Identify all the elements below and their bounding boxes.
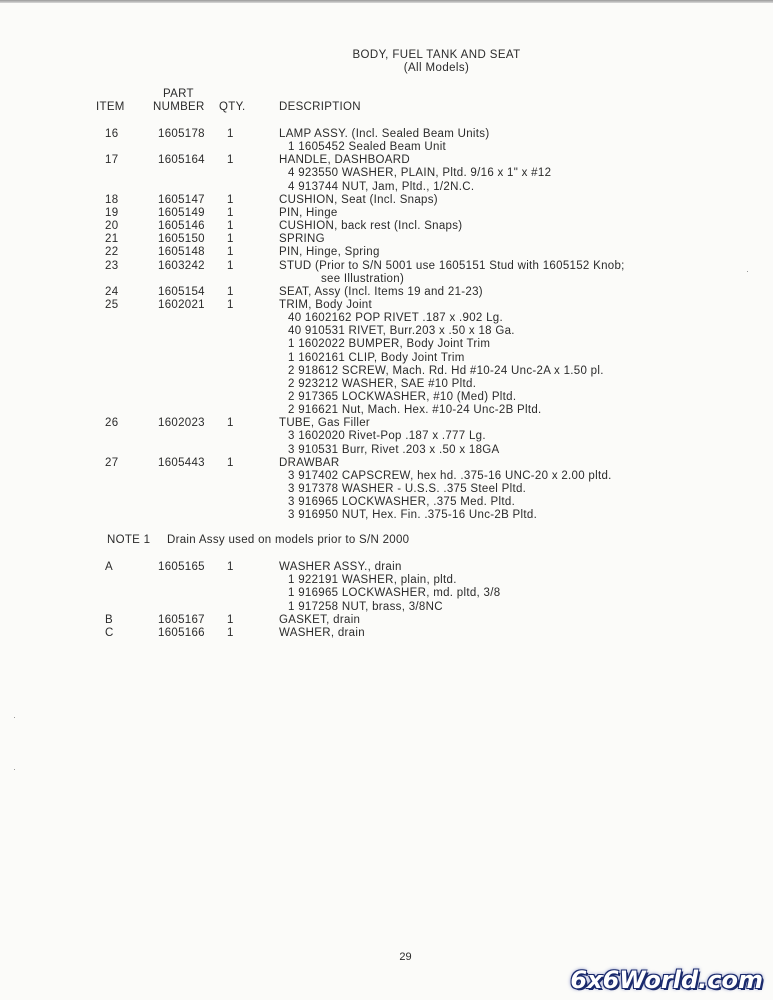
item-number: 19 [105, 206, 119, 219]
description: 4 913744 NUT, Jam, Pltd., 1/2N.C. [288, 180, 475, 193]
description: CUSHION, back rest (Incl. Snaps) [279, 220, 463, 233]
quantity: 1 [227, 154, 234, 167]
quantity: 1 [227, 561, 234, 573]
header-description: DESCRIPTION [279, 101, 361, 113]
description: WASHER ASSY., drain [279, 561, 402, 573]
description: WASHER, drain [279, 627, 365, 639]
description: 1 1605452 Sealed Beam Unit [288, 141, 447, 154]
table-row [0, 167, 773, 180]
description: 3 1602020 Rivet-Pop .187 x .777 Lg. [288, 430, 486, 443]
quantity: 1 [227, 627, 234, 639]
scan-speck [14, 717, 15, 718]
description: CUSHION, Seat (Incl. Snaps) [279, 193, 438, 206]
description: SPRING [279, 233, 325, 246]
table-row [0, 246, 773, 259]
quantity: 1 [227, 193, 234, 206]
description: 2 917365 LOCKWASHER, #10 (Med) Pltd. [288, 391, 517, 403]
quantity: 1 [227, 259, 234, 272]
description: 3 916965 LOCKWASHER, .375 Med. Pltd. [288, 496, 516, 509]
part-number: 1605154 [158, 285, 205, 298]
part-number: 1602021 [158, 298, 205, 311]
quantity: 1 [227, 233, 234, 246]
item-number: 17 [105, 154, 119, 167]
item-number: 21 [105, 233, 119, 246]
quantity: 1 [227, 417, 234, 430]
table-row [0, 338, 773, 351]
quantity: 1 [227, 220, 234, 233]
item-number: 20 [105, 220, 119, 233]
scan-speck [14, 769, 15, 770]
note-text: Drain Assy used on models prior to S/N 2000 [167, 534, 410, 546]
item-number: 23 [105, 259, 119, 272]
part-number: 1605150 [158, 233, 205, 246]
description: 4 923550 WASHER, PLAIN, Pltd. 9/16 x 1" x #12 [288, 167, 552, 180]
table-row [0, 352, 773, 365]
note [107, 534, 409, 546]
part-number: 1605149 [158, 206, 205, 219]
page-subtitle: (All Models) [403, 62, 470, 74]
table-row [0, 312, 773, 325]
table-row [0, 194, 773, 207]
header-number: NUMBER [153, 101, 205, 113]
description: DRAWBAR [279, 456, 340, 469]
table-row [0, 299, 773, 312]
description: LAMP ASSY. (Incl. Sealed Beam Units) [279, 128, 490, 140]
item-number: C [105, 627, 114, 639]
table-row [0, 614, 773, 627]
table-row [0, 574, 773, 587]
description: 2 916621 Nut, Mach. Hex. #10-24 Unc-2B Pltd. [288, 404, 542, 417]
table-row [0, 444, 773, 457]
description: STUD (Prior to S/N 5001 use 1605151 Stud with 1605152 Knob; [279, 259, 625, 272]
quantity: 1 [227, 128, 234, 140]
description: 1 1602161 CLIP, Body Joint Trim [288, 351, 465, 364]
description: 2 923212 WASHER, SAE #10 Pltd. [288, 377, 477, 390]
part-number: 1605164 [158, 154, 205, 167]
table-row [0, 601, 773, 614]
part-number: 1605166 [158, 627, 205, 639]
item-number: A [105, 561, 113, 573]
part-number: 1605148 [158, 246, 205, 259]
description: 3 917378 WASHER - U.S.S. .375 Steel Pltd. [288, 483, 527, 496]
table-row [0, 496, 773, 509]
table-row [0, 286, 773, 299]
description: 3 916950 NUT, Hex. Fin. .375-16 Unc-2B Pltd. [288, 509, 538, 522]
description: 1 922191 WASHER, plain, pltd. [288, 574, 457, 587]
table-row [0, 457, 773, 470]
quantity: 1 [227, 456, 234, 469]
item-number: 18 [105, 193, 119, 206]
item-number: B [105, 613, 113, 626]
table-row [0, 378, 773, 391]
description: see Illustration) [321, 272, 405, 285]
table-row [0, 430, 773, 443]
description: HANDLE, DASHBOARD [279, 154, 410, 167]
part-number: 1605165 [158, 561, 205, 573]
header-qty: QTY. [219, 101, 246, 113]
description: 40 1602162 POP RIVET .187 x .902 Lg. [288, 312, 503, 325]
table-row [0, 587, 773, 600]
part-number: 1605147 [158, 193, 205, 206]
part-number: 1605146 [158, 220, 205, 233]
part-number: 1602023 [158, 417, 205, 430]
item-number: 26 [105, 417, 119, 430]
item-number: 24 [105, 285, 119, 298]
table-row [0, 220, 773, 233]
table-row [0, 417, 773, 430]
description: 40 910531 RIVET, Burr.203 x .50 x 18 Ga. [288, 325, 515, 338]
item-number: 27 [105, 456, 119, 469]
part-number: 1603242 [158, 259, 205, 272]
table-row [0, 391, 773, 404]
description: 3 917402 CAPSCREW, hex hd. .375-16 UNC-20 x 2.00 pltd. [288, 469, 612, 482]
quantity: 1 [227, 298, 234, 311]
scan-speck [747, 271, 748, 272]
description: 2 918612 SCREW, Mach. Rd. Hd #10-24 Unc-2A x 1.50 pl. [288, 364, 604, 377]
note-label: NOTE 1 [107, 534, 151, 546]
table-row [0, 561, 773, 574]
table-row [0, 404, 773, 417]
table-row [0, 483, 773, 496]
table-row [0, 233, 773, 246]
table-row [0, 207, 773, 220]
table-row [0, 470, 773, 483]
watermark-logo: 6x6World.com [570, 966, 763, 994]
description: PIN, Hinge, Spring [279, 246, 380, 259]
table-row [0, 141, 773, 154]
header-part: PART [163, 88, 194, 100]
table-row [0, 154, 773, 167]
quantity: 1 [227, 285, 234, 298]
description: PIN, Hinge [279, 206, 338, 219]
table-row [0, 365, 773, 378]
table-row [0, 509, 773, 522]
table-row [0, 273, 773, 286]
description: 3 910531 Burr, Rivet .203 x .50 x 18GA [288, 443, 500, 456]
quantity: 1 [227, 246, 234, 259]
item-number: 25 [105, 298, 119, 311]
description: TUBE, Gas Filler [279, 417, 371, 430]
part-number: 1605178 [158, 128, 205, 140]
description: GASKET, drain [279, 613, 361, 626]
table-row [0, 325, 773, 338]
description: 1 1602022 BUMPER, Body Joint Trim [288, 338, 491, 351]
description: TRIM, Body Joint [279, 298, 372, 311]
part-number: 1605443 [158, 456, 205, 469]
description: 1 917258 NUT, brass, 3/8NC [288, 600, 443, 613]
item-number: 22 [105, 246, 119, 259]
header-item: ITEM [96, 101, 125, 113]
scan-edge [0, 0, 773, 3]
item-number: 16 [105, 128, 119, 140]
table-row [0, 181, 773, 194]
table-row [0, 128, 773, 141]
quantity: 1 [227, 613, 234, 626]
page-number: 29 [399, 951, 412, 963]
description: 1 916965 LOCKWASHER, md. pltd, 3/8 [288, 587, 501, 600]
table-row [0, 627, 773, 640]
page-title: BODY, FUEL TANK AND SEAT [352, 49, 521, 61]
description: SEAT, Assy (Incl. Items 19 and 21-23) [279, 285, 483, 298]
part-number: 1605167 [158, 613, 205, 626]
quantity: 1 [227, 206, 234, 219]
table-row [0, 260, 773, 273]
